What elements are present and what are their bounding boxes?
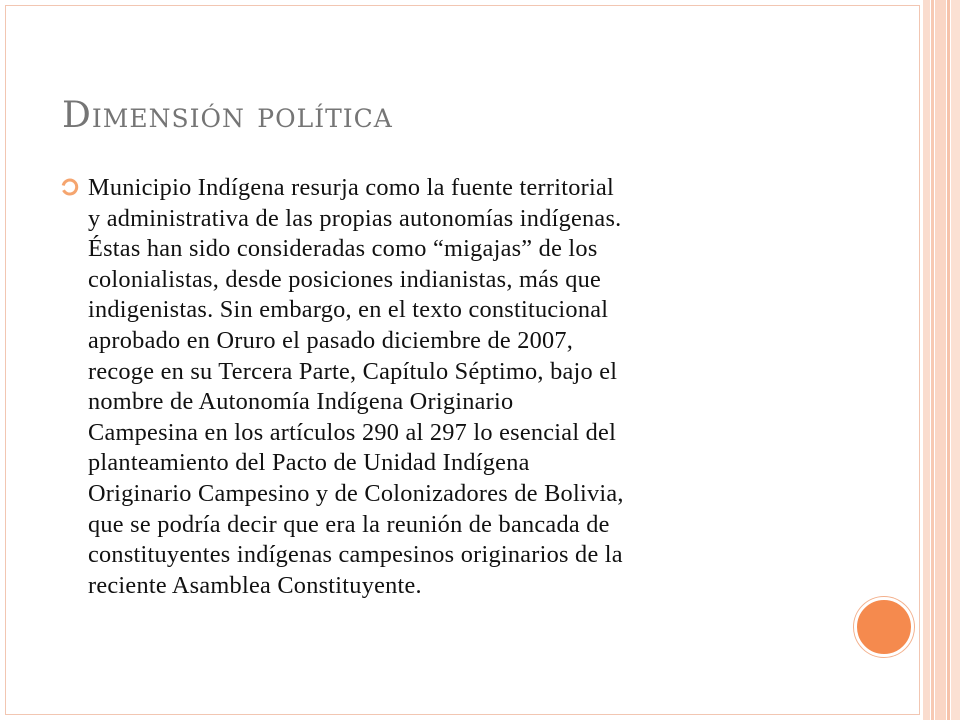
- decorative-stripe: [923, 0, 930, 720]
- bullet-line: Originario Campesino y de Colonizadores de Bolivia,: [88, 479, 624, 507]
- bullet-line: recoge en su Tercera Parte, Capítulo Séptimo, bajo el: [88, 357, 618, 385]
- slide-title: Dimensión política: [62, 95, 393, 136]
- bullet-line: indigenistas. Sin embargo, en el texto constitucional: [88, 296, 609, 324]
- bullet-line: que se podría decir que era la reunión de bancada de: [88, 510, 610, 538]
- bullet-list: [60, 173, 840, 601]
- bullet-line: aprobado en Oruro el pasado diciembre de 2007,: [88, 326, 574, 354]
- bullet-line: reciente Asamblea Constituyente.: [88, 571, 422, 599]
- bullet-line: nombre de Autonomía Indígena Originario: [88, 388, 514, 416]
- bullet-line: Campesina en los artículos 290 al 297 lo esencial del: [88, 418, 617, 446]
- bullet-line: constituyentes indígenas campesinos originarios de la: [88, 541, 623, 569]
- bullet-line: y administrativa de las propias autonomías indígenas.: [88, 204, 622, 232]
- bullet-line: Éstas han sido consideradas como “migajas” de los: [88, 235, 598, 263]
- decorative-stripe: [951, 0, 960, 720]
- decorative-stripe: [935, 0, 946, 720]
- ring-bullet-icon: [60, 177, 80, 197]
- bullet-line: planteamiento del Pacto de Unidad Indígena: [88, 449, 530, 477]
- decorative-stripe: [931, 0, 934, 720]
- accent-circle: [854, 597, 914, 657]
- bullet-item: [60, 173, 840, 601]
- decorative-stripe: [947, 0, 950, 720]
- bullet-paragraph: [88, 173, 840, 601]
- bullet-line: Municipio Indígena resurja como la fuente territorial: [88, 174, 614, 201]
- bullet-line: colonialistas, desde posiciones indianistas, más que: [88, 265, 602, 293]
